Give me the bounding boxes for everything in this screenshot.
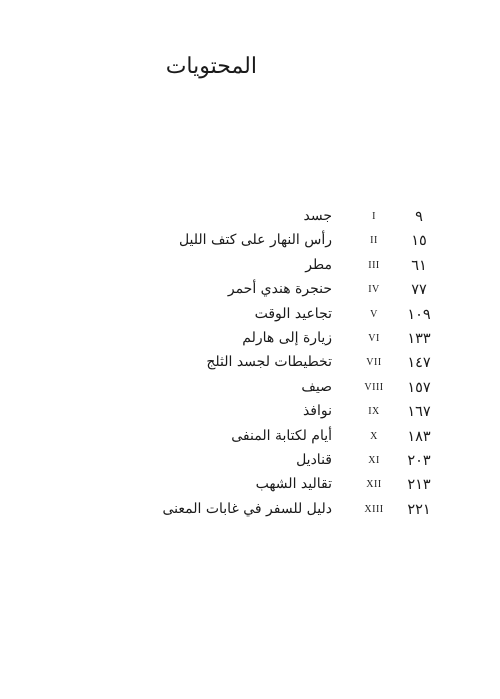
toc-page-number: ٦١ [411, 257, 427, 274]
toc-chapter-title: مطر [305, 256, 332, 273]
toc-chapter-numeral: XIII [364, 503, 384, 515]
toc-chapter-title: تقاليد الشهب [255, 476, 332, 493]
toc-entry [0, 254, 500, 278]
table-of-contents [0, 205, 500, 522]
toc-chapter-numeral: IX [368, 406, 380, 418]
toc-chapter-numeral: XI [368, 454, 380, 466]
toc-chapter-title: زيارة إلى هارلم [242, 329, 332, 346]
toc-chapter-numeral: V [370, 308, 378, 320]
toc-page-number: ٢٠٣ [407, 452, 431, 469]
toc-entry [0, 351, 500, 375]
toc-page-number: ٢١٣ [407, 477, 431, 494]
toc-page-number: ١٤٧ [407, 355, 431, 372]
toc-entry [0, 400, 500, 424]
toc-entry [0, 498, 500, 522]
toc-entry [0, 376, 500, 400]
toc-chapter-title: حنجرة هندي أحمر [227, 281, 332, 298]
toc-chapter-title: جسد [303, 208, 332, 224]
toc-page-number: ١٥ [411, 233, 427, 250]
toc-page-number: ٢٢١ [407, 501, 431, 518]
toc-entry [0, 327, 500, 351]
toc-chapter-numeral: XII [366, 479, 382, 491]
toc-chapter-title: تخطيطات لجسد الثلج [206, 354, 332, 371]
toc-chapter-numeral: VIII [364, 381, 384, 393]
toc-chapter-title: تجاعيد الوقت [254, 305, 332, 322]
toc-chapter-numeral: III [368, 259, 380, 271]
toc-chapter-title: نوافذ [302, 403, 332, 420]
toc-chapter-numeral: X [370, 430, 378, 442]
toc-entry [0, 303, 500, 327]
toc-chapter-title: قناديل [296, 451, 332, 468]
toc-chapter-title: رأس النهار على كتف الليل [178, 232, 332, 249]
toc-chapter-title: أيام لكتابة المنفى [231, 427, 332, 444]
toc-entry [0, 473, 500, 497]
toc-chapter-numeral: I [372, 211, 376, 222]
toc-chapter-numeral: IV [368, 284, 380, 296]
toc-page-number: ١٥٧ [407, 379, 431, 396]
toc-page-number: ١٨٣ [407, 428, 431, 445]
toc-page-number: ٩ [415, 209, 423, 225]
toc-entry [0, 229, 500, 253]
toc-page-number: ١٠٩ [407, 306, 431, 323]
toc-chapter-title: دليل للسفر في غابات المعنى [162, 500, 332, 517]
toc-entry [0, 449, 500, 473]
toc-chapter-numeral: VI [368, 332, 380, 344]
toc-entry [0, 205, 500, 229]
toc-entry [0, 278, 500, 302]
toc-chapter-numeral: VII [366, 357, 382, 369]
page-title: المحتويات [165, 54, 257, 79]
toc-page-number: ١٣٣ [407, 330, 431, 347]
toc-chapter-numeral: II [370, 235, 378, 247]
toc-chapter-title: صيف [301, 378, 332, 395]
toc-page-number: ١٦٧ [407, 404, 431, 421]
toc-page-number: ٧٧ [411, 282, 427, 299]
toc-entry [0, 425, 500, 449]
